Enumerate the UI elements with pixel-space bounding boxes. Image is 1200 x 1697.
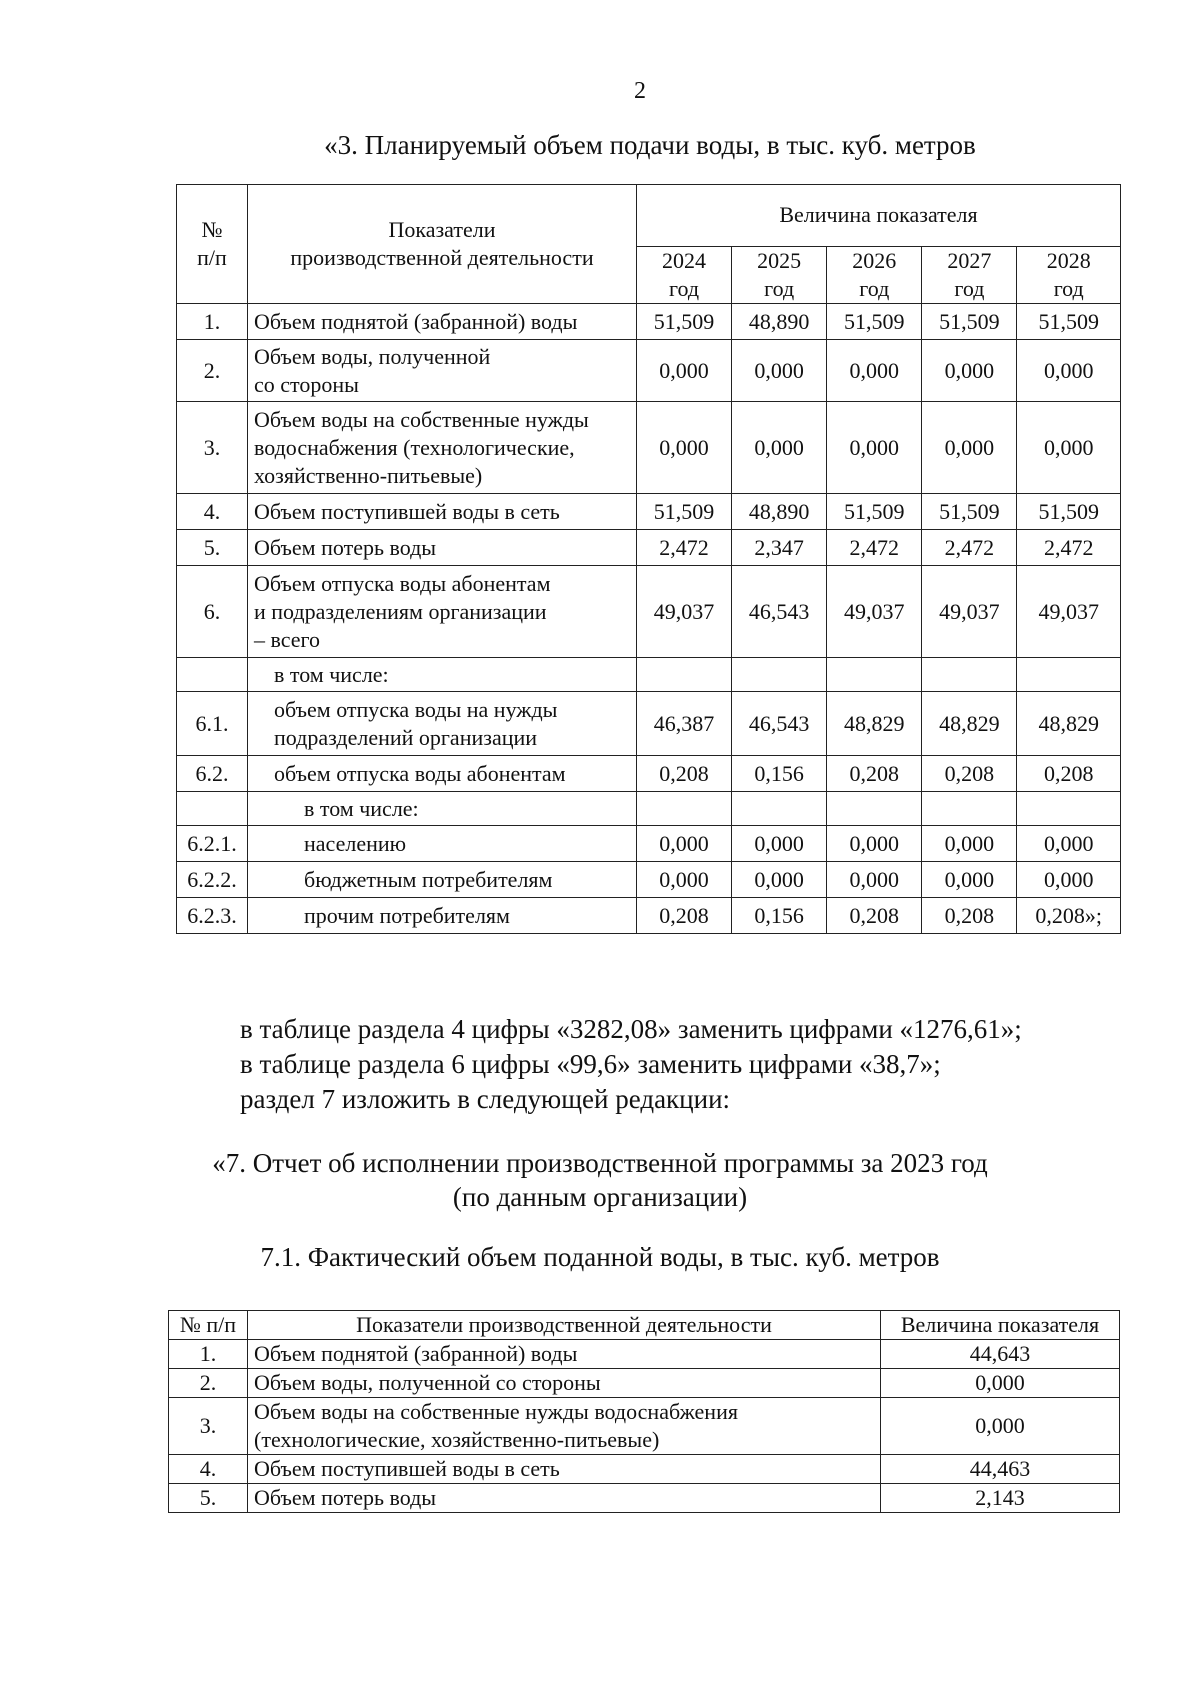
row-value: 0,000 xyxy=(732,402,827,494)
table-row xyxy=(177,304,1121,340)
row-num: 6.1. xyxy=(177,692,248,756)
row-num: 6. xyxy=(177,566,248,658)
row-value: 0,208 xyxy=(827,898,922,934)
header-year: 2028 год xyxy=(1017,246,1121,303)
row-num: 4. xyxy=(169,1455,248,1484)
row-num: 1. xyxy=(177,304,248,340)
row-indicator: Объем воды, полученной со стороны xyxy=(248,1369,881,1398)
section71-title: 7.1. Фактический объем поданной воды, в тыс. куб. метров xyxy=(260,1242,940,1272)
row-value xyxy=(922,658,1017,692)
row-value: 44,463 xyxy=(881,1455,1120,1484)
table-row xyxy=(177,756,1121,792)
row-value: 0,208 xyxy=(637,898,732,934)
table-row xyxy=(177,402,1121,494)
row-num: 1. xyxy=(169,1340,248,1369)
row-value: 0,156 xyxy=(732,898,827,934)
row-value xyxy=(732,658,827,692)
row-indicator: объем отпуска воды абонентам xyxy=(248,756,637,792)
header-num-label: № п/п xyxy=(197,217,227,270)
section7-title-line2: (по данным организации) xyxy=(452,1182,748,1212)
row-indicator: Объем поднятой (забранной) воды xyxy=(248,304,637,340)
table-row xyxy=(177,692,1121,756)
row-value: 0,000 xyxy=(881,1398,1120,1455)
row-indicator: Объем поднятой (забранной) воды xyxy=(248,1340,881,1369)
row-value: 0,208»; xyxy=(1017,898,1121,934)
row-value xyxy=(1017,792,1121,826)
row-value: 51,509 xyxy=(1017,304,1121,340)
row-value: 0,000 xyxy=(637,826,732,862)
row-indicator: в том числе: xyxy=(248,658,637,692)
row-value: 49,037 xyxy=(637,566,732,658)
row-num: 5. xyxy=(177,530,248,566)
row-value: 0,000 xyxy=(1017,402,1121,494)
row-value: 46,543 xyxy=(732,692,827,756)
table-row xyxy=(177,566,1121,658)
row-num: 6.2.1. xyxy=(177,826,248,862)
row-value: 0,000 xyxy=(1017,340,1121,402)
header-year: 2025 год xyxy=(732,246,827,303)
row-value: 0,156 xyxy=(732,756,827,792)
row-num: 6.2. xyxy=(177,756,248,792)
row-value: 2,143 xyxy=(881,1484,1120,1513)
row-indicator: Объем потерь воды xyxy=(248,1484,881,1513)
header-year: 2026 год xyxy=(827,246,922,303)
row-value: 51,509 xyxy=(637,494,732,530)
row-value: 0,000 xyxy=(922,402,1017,494)
header-year: 2024 год xyxy=(637,246,732,303)
table-row xyxy=(169,1369,1120,1398)
row-num: 2. xyxy=(169,1369,248,1398)
row-value: 48,890 xyxy=(732,304,827,340)
page-number: 2 xyxy=(634,78,646,104)
amendment-line: в таблице раздела 4 цифры «3282,08» заменить цифрами «1276,61»; xyxy=(240,1014,1022,1044)
row-value: 51,509 xyxy=(827,304,922,340)
table-row xyxy=(169,1340,1120,1369)
row-value: 0,000 xyxy=(827,826,922,862)
row-value: 48,890 xyxy=(732,494,827,530)
row-value: 0,208 xyxy=(637,756,732,792)
actual-table-body xyxy=(169,1340,1120,1513)
row-value: 0,000 xyxy=(637,340,732,402)
section7-title-line1: «7. Отчет об исполнении производственной программы за 2023 год xyxy=(212,1148,988,1178)
row-value: 51,509 xyxy=(922,304,1017,340)
table-row xyxy=(177,340,1121,402)
section7-title xyxy=(0,1146,1200,1214)
row-value: 0,208 xyxy=(827,756,922,792)
row-indicator: Объем воды, полученной со стороны xyxy=(248,340,637,402)
row-value: 0,000 xyxy=(922,826,1017,862)
row-indicator: в том числе: xyxy=(248,792,637,826)
header-num xyxy=(177,185,248,304)
row-value xyxy=(637,792,732,826)
table-row xyxy=(177,494,1121,530)
row-indicator: Объем поступившей воды в сеть xyxy=(248,494,637,530)
row-value: 0,000 xyxy=(922,862,1017,898)
row-value: 51,509 xyxy=(922,494,1017,530)
table-row xyxy=(169,1484,1120,1513)
header-indicator xyxy=(248,185,637,304)
row-value: 0,000 xyxy=(881,1369,1120,1398)
row-indicator: Объем поступившей воды в сеть xyxy=(248,1455,881,1484)
row-num: 3. xyxy=(169,1398,248,1455)
amendments-block xyxy=(240,1012,1140,1117)
row-num: 5. xyxy=(169,1484,248,1513)
row-value: 0,000 xyxy=(1017,826,1121,862)
header-value: Величина показателя xyxy=(881,1311,1120,1340)
row-value: 0,000 xyxy=(732,862,827,898)
header-indicator-label: Показатели производственной деятельности xyxy=(290,217,594,270)
row-value: 2,472 xyxy=(637,530,732,566)
row-value: 48,829 xyxy=(827,692,922,756)
table-row xyxy=(177,658,1121,692)
row-value: 0,000 xyxy=(732,340,827,402)
row-value: 49,037 xyxy=(827,566,922,658)
row-value: 0,208 xyxy=(922,756,1017,792)
table-row xyxy=(177,530,1121,566)
row-indicator: Объем воды на собственные нужды водоснабжения (технологические, хозяйственно-питьевые) xyxy=(248,1398,881,1455)
row-num: 6.2.2. xyxy=(177,862,248,898)
row-indicator: населению xyxy=(248,826,637,862)
header-year: 2027 год xyxy=(922,246,1017,303)
row-indicator: Объем отпуска воды абонентам и подразделениям организации – всего xyxy=(248,566,637,658)
row-value: 0,208 xyxy=(1017,756,1121,792)
table-header-row xyxy=(177,185,1121,247)
table-row xyxy=(169,1455,1120,1484)
row-value: 0,000 xyxy=(827,402,922,494)
row-value: 0,000 xyxy=(922,340,1017,402)
row-value: 0,000 xyxy=(827,862,922,898)
row-value: 48,829 xyxy=(1017,692,1121,756)
header-num: № п/п xyxy=(169,1311,248,1340)
section3-title: «3. Планируемый объем подачи воды, в тыс. куб. метров xyxy=(324,130,976,160)
row-num: 4. xyxy=(177,494,248,530)
row-value: 0,208 xyxy=(922,898,1017,934)
row-value: 2,347 xyxy=(732,530,827,566)
row-value: 46,543 xyxy=(732,566,827,658)
row-value xyxy=(732,792,827,826)
row-num xyxy=(177,658,248,692)
row-indicator: Объем потерь воды xyxy=(248,530,637,566)
row-indicator: Объем воды на собственные нужды водоснабжения (технологические, хозяйственно-питьевые) xyxy=(248,402,637,494)
row-value: 0,000 xyxy=(1017,862,1121,898)
row-num xyxy=(177,792,248,826)
row-value xyxy=(1017,658,1121,692)
row-value xyxy=(827,658,922,692)
row-value: 51,509 xyxy=(827,494,922,530)
row-indicator: объем отпуска воды на нужды подразделений организации xyxy=(248,692,637,756)
row-value xyxy=(827,792,922,826)
row-value: 2,472 xyxy=(827,530,922,566)
row-value xyxy=(637,658,732,692)
row-value: 49,037 xyxy=(1017,566,1121,658)
amendment-line: в таблице раздела 6 цифры «99,6» заменить цифрами «38,7»; xyxy=(240,1049,941,1079)
row-value: 48,829 xyxy=(922,692,1017,756)
row-value: 51,509 xyxy=(1017,494,1121,530)
table-header-row xyxy=(169,1311,1120,1340)
row-value: 0,000 xyxy=(637,402,732,494)
row-num: 3. xyxy=(177,402,248,494)
table-row xyxy=(177,792,1121,826)
row-indicator: прочим потребителям xyxy=(248,898,637,934)
row-value: 2,472 xyxy=(1017,530,1121,566)
row-value: 2,472 xyxy=(922,530,1017,566)
table-row xyxy=(177,898,1121,934)
row-value: 46,387 xyxy=(637,692,732,756)
header-value-group: Величина показателя xyxy=(637,185,1121,247)
actual-water-supply-table xyxy=(168,1310,1120,1513)
row-value: 44,643 xyxy=(881,1340,1120,1369)
row-indicator: бюджетным потребителям xyxy=(248,862,637,898)
row-value: 0,000 xyxy=(827,340,922,402)
row-value: 0,000 xyxy=(637,862,732,898)
table-row xyxy=(169,1398,1120,1455)
header-indicator: Показатели производственной деятельности xyxy=(248,1311,881,1340)
row-num: 6.2.3. xyxy=(177,898,248,934)
planned-water-supply-table xyxy=(176,184,1121,934)
row-value: 0,000 xyxy=(732,826,827,862)
row-value xyxy=(922,792,1017,826)
table-row xyxy=(177,862,1121,898)
row-value: 51,509 xyxy=(637,304,732,340)
amendment-line: раздел 7 изложить в следующей редакции: xyxy=(240,1084,731,1114)
row-num: 2. xyxy=(177,340,248,402)
planned-table-body xyxy=(177,304,1121,934)
row-value: 49,037 xyxy=(922,566,1017,658)
table-row xyxy=(177,826,1121,862)
